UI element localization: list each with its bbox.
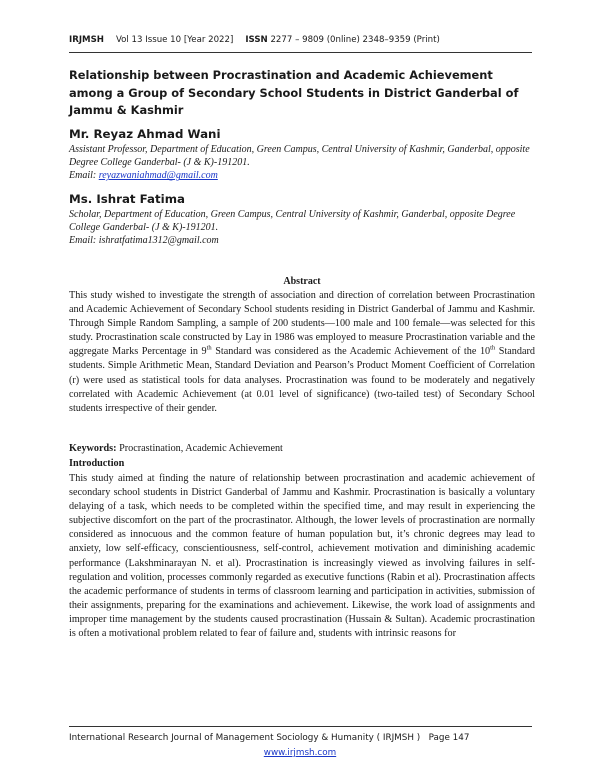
email-line-1 bbox=[69, 169, 537, 182]
footer-url-link[interactable]: www.irjmsh.com bbox=[263, 748, 337, 758]
abstract-sup-1: th bbox=[206, 344, 212, 352]
journal-abbrev: IRJMSH bbox=[69, 35, 104, 45]
email-label-1: Email: bbox=[69, 170, 99, 182]
running-footer bbox=[69, 733, 535, 743]
affiliation-text-1: Assistant Professor, Department of Education, Green Campus, Central University of Kashmir, Ganderbal, opposite Degree College Ganderbal- (J & K)-191201. bbox=[69, 144, 530, 169]
email-label-2: Email: bbox=[69, 235, 99, 247]
running-header bbox=[69, 35, 539, 45]
author-name-2: Ms. Ishrat Fatima bbox=[69, 192, 185, 206]
paper-title: Relationship between Procrastination and Academic Achievement among a Group of Secondary School Students in District Ganderbal of Jammu & Kashmir bbox=[69, 68, 519, 117]
volume-info: Vol 13 Issue 10 [Year 2022] bbox=[115, 35, 234, 45]
footer-journal: International Research Journal of Management Sociology & Humanity ( IRJMSH ) bbox=[69, 733, 421, 743]
author-name-1: Mr. Reyaz Ahmad Wani bbox=[69, 127, 221, 141]
abstract-body bbox=[69, 289, 535, 416]
footer-page: Page 147 bbox=[428, 733, 470, 743]
abstract-text-3: Standard students. Simple Arithmetic Mean, Standard Deviation and Pearson’s Product Moment Coefficient of Correlation (r) were used as statistical tools for data analyses. Procrastination was found to be moderately and negatively correlated with Academic Achievement (at 0.01 level of significance) (two-tailed test) of Secondary School students irrespective of their gender. bbox=[69, 346, 535, 414]
affiliation-text-2: Scholar, Department of Education, Green Campus, Central University of Kashmir, Ganderbal, opposite Degree College Ganderbal- (J & K)-191201. bbox=[69, 209, 516, 234]
keywords-value: Procrastination, Academic Achievement bbox=[116, 443, 283, 454]
keywords-label: Keywords: bbox=[69, 443, 117, 454]
author-affiliation-1 bbox=[69, 143, 537, 183]
header-rule bbox=[69, 52, 532, 53]
abstract-paragraph bbox=[69, 289, 535, 416]
issn-label: ISSN bbox=[245, 35, 268, 45]
introduction-body bbox=[69, 472, 535, 641]
email-line-2 bbox=[69, 234, 537, 247]
abstract-text-2: Standard was considered as the Academic Achievement of the 10 bbox=[211, 346, 491, 358]
keywords-line bbox=[69, 443, 535, 454]
issn-value: 2277 – 9809 (0nline) 2348–9359 (Print) bbox=[270, 35, 440, 45]
abstract-text-1: This study wished to investigate the strength of association and direction of correlation between Procrastination and Academic Achievement of Secondary School students residing in District Ganderbal of Jammu and Kashmir. Through Simple Random Sampling, a sample of 200 students—100 male and 100 female—was selected for this study. Procrastination scale constructed by Lay in 1986 was employed to measure Procrastination variable and the aggregate Marks Percentage in 9 bbox=[69, 290, 535, 358]
footer-rule bbox=[69, 726, 532, 727]
email-link-1[interactable]: reyazwaniahmad@gmail.com bbox=[98, 170, 218, 182]
author-affiliation-2 bbox=[69, 208, 537, 248]
abstract-heading: Abstract bbox=[283, 276, 321, 287]
introduction-heading: Introduction bbox=[69, 458, 125, 469]
email-text-2: ishratfatima1312@gmail.com bbox=[98, 235, 219, 247]
footer-url-line bbox=[0, 748, 600, 758]
abstract-sup-2: th bbox=[490, 344, 496, 352]
introduction-paragraph: This study aimed at finding the nature of relationship between procrastination and academic achievement of secondary school students in District Ganderbal of Jammu and Kashmir. Procrastination is basically a voluntary delaying of a task, which needs to be completed within the specified time, and may result in experiencing the subjective discomfort on the part of the procrastinator. Although, the lower levels of procrastination are normally considered as innocuous and the common feature of human population but, it’s chronic degrees may lead to anxiety, low self-efficacy, conscientiousness, self-control, achievement motivation and diminishing academic performance (Lakshminarayan N. et al). Procrastination is increasingly viewed as involving failures in self-regulation and volition, processes commonly regarded as executive functions (Rabin et al). Procrastination affects the academic performance of students in terms of classroom learning and participation in activities, submission of their assignments, preparing for the examinations and achievement. Likewise, the work load of assignments and improper time management by the students caused procrastination (Hussain & Sultan). Academic procrastination is often a motivational problem related to fear of failure and, students with intrinsic reasons for bbox=[69, 473, 535, 640]
